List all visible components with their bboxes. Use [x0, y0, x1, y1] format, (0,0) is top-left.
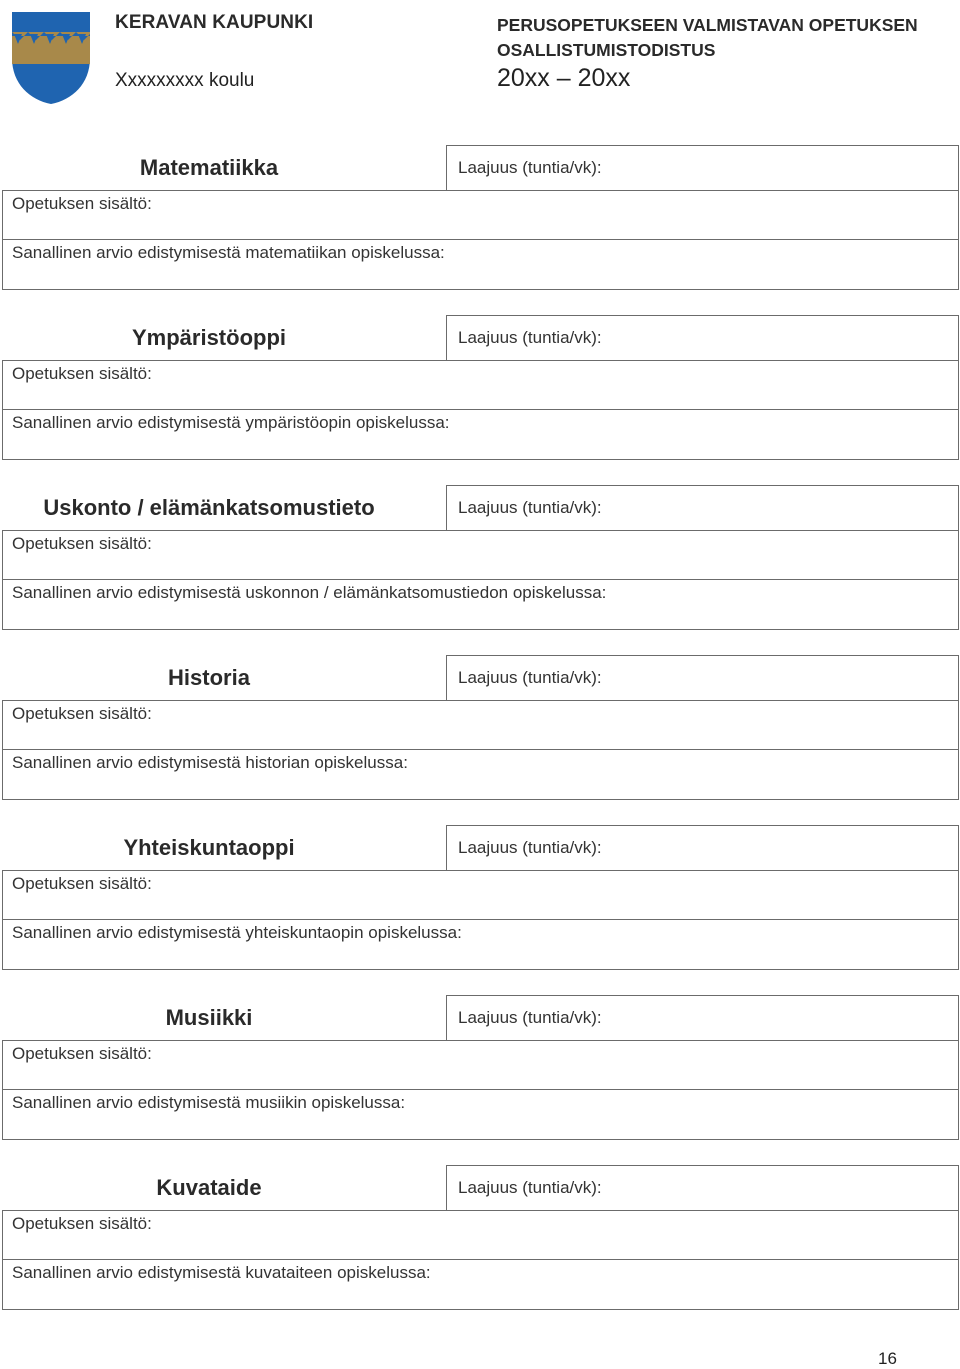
- school-year: 20xx – 20xx: [497, 64, 631, 92]
- laajuus-field[interactable]: [446, 825, 959, 871]
- content-label: Opetuksen sisältö:: [12, 364, 152, 383]
- subject-title: Ympäristöoppi: [131, 325, 286, 350]
- content-field[interactable]: [2, 1210, 959, 1260]
- laajuus-label: Laajuus (tuntia/vk):: [458, 328, 602, 347]
- subject-block-yhteiskuntaoppi: [2, 825, 959, 971]
- assessment-field[interactable]: [2, 409, 959, 460]
- content-field[interactable]: [2, 870, 959, 920]
- content-label: Opetuksen sisältö:: [12, 1214, 152, 1233]
- subject-title: Kuvataide: [156, 1175, 262, 1200]
- laajuus-field[interactable]: [446, 1165, 959, 1211]
- assessment-label: Sanallinen arvio edistymisestä historian opiskelussa:: [12, 753, 408, 772]
- content-label: Opetuksen sisältö:: [12, 704, 152, 723]
- document-title: PERUSOPETUKSEEN VALMISTAVAN OPETUKSEN OSALLISTUMISTODISTUS: [497, 15, 918, 60]
- content-field[interactable]: [2, 1040, 959, 1090]
- content-label: Opetuksen sisältö:: [12, 194, 152, 213]
- assessment-label: Sanallinen arvio edistymisestä uskonnon / elämänkatsomustiedon opiskelussa:: [12, 583, 607, 602]
- assessment-field[interactable]: [2, 1259, 959, 1310]
- subject-block-uskonto: [2, 485, 959, 631]
- laajuus-field[interactable]: [446, 995, 959, 1041]
- page-number: 16: [878, 1349, 897, 1368]
- content-label: Opetuksen sisältö:: [12, 874, 152, 893]
- school-name: Xxxxxxxxx koulu: [115, 70, 255, 91]
- assessment-label: Sanallinen arvio edistymisestä kuvataiteen opiskelussa:: [12, 1263, 431, 1282]
- assessment-label: Sanallinen arvio edistymisestä matematiikan opiskelussa:: [12, 243, 445, 262]
- assessment-field[interactable]: [2, 579, 959, 630]
- assessment-field[interactable]: [2, 1089, 959, 1140]
- laajuus-label: Laajuus (tuntia/vk):: [458, 498, 602, 517]
- laajuus-field[interactable]: [446, 485, 959, 531]
- content-field[interactable]: [2, 360, 959, 410]
- subject-block-musiikki: [2, 995, 959, 1141]
- subject-block-ymparistooppi: [2, 315, 959, 461]
- content-label: Opetuksen sisältö:: [12, 1044, 152, 1063]
- laajuus-label: Laajuus (tuntia/vk):: [458, 1178, 602, 1197]
- subject-title: Historia: [168, 665, 250, 690]
- laajuus-label: Laajuus (tuntia/vk):: [458, 838, 602, 857]
- content-label: Opetuksen sisältö:: [12, 534, 152, 553]
- assessment-label: Sanallinen arvio edistymisestä ympäristöopin opiskelussa:: [12, 413, 450, 432]
- subject-title: Uskonto / elämänkatsomustieto: [43, 495, 375, 520]
- content-field[interactable]: [2, 530, 959, 580]
- laajuus-field[interactable]: [446, 145, 959, 191]
- coat-of-arms-icon: [8, 10, 94, 106]
- laajuus-label: Laajuus (tuntia/vk):: [458, 668, 602, 687]
- subject-title: Matematiikka: [139, 155, 279, 180]
- organization-name: KERAVAN KAUPUNKI: [115, 12, 314, 33]
- content-field[interactable]: [2, 190, 959, 240]
- laajuus-label: Laajuus (tuntia/vk):: [458, 158, 602, 177]
- subject-block-kuvataide: [2, 1165, 959, 1311]
- subject-title: Musiikki: [165, 1005, 253, 1030]
- content-field[interactable]: [2, 700, 959, 750]
- subject-block-historia: [2, 655, 959, 801]
- laajuus-field[interactable]: [446, 315, 959, 361]
- subject-block-matematiikka: [2, 145, 959, 291]
- assessment-field[interactable]: [2, 239, 959, 290]
- subject-title: Yhteiskuntaoppi: [123, 835, 295, 860]
- assessment-label: Sanallinen arvio edistymisestä yhteiskuntaopin opiskelussa:: [12, 923, 462, 942]
- assessment-field[interactable]: [2, 919, 959, 970]
- assessment-label: Sanallinen arvio edistymisestä musiikin opiskelussa:: [12, 1093, 406, 1112]
- laajuus-field[interactable]: [446, 655, 959, 701]
- laajuus-label: Laajuus (tuntia/vk):: [458, 1008, 602, 1027]
- assessment-field[interactable]: [2, 749, 959, 800]
- document-header: [0, 0, 960, 120]
